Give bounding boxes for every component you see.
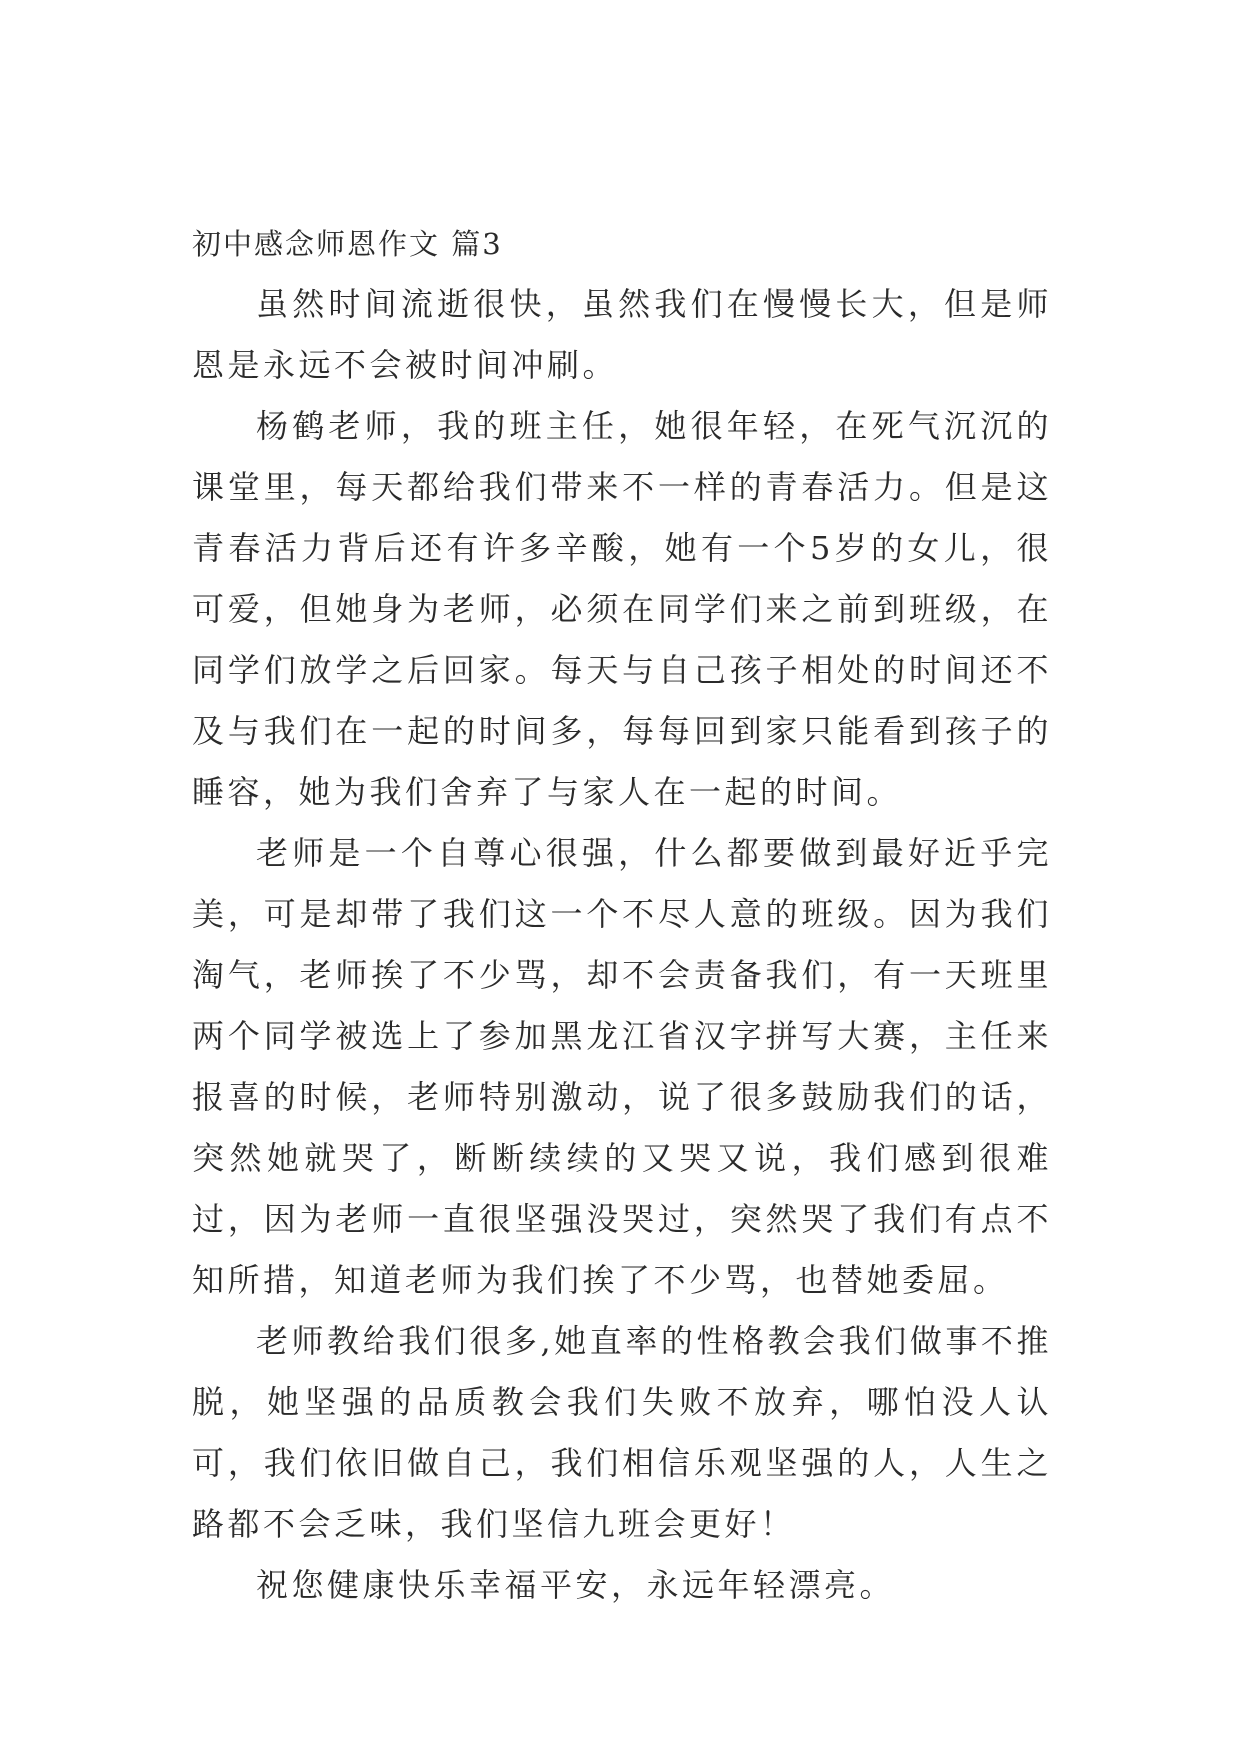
paragraph-1: 虽然时间流逝很快，虽然我们在慢慢长大，但是师恩是永远不会被时间冲刷。 xyxy=(192,285,1052,384)
document-title: 初中感念师恩作文 篇3 xyxy=(192,227,503,261)
paragraph-2: 杨鹤老师，我的班主任，她很年轻，在死气沉沉的课堂里，每天都给我们带来不一样的青春活力。但是这青春活力背后还有许多辛酸，她有一个5岁的女儿，很可爱，但她身为老师，必须在同学们来之前到班级，在同学们放学之后回家。每天与自己孩子相处的时间还不及与我们在一起的时间多，每每回到家只能看到孩子的睡容，她为我们舍弃了与家人在一起的时间。 xyxy=(192,407,1052,811)
document-body xyxy=(192,222,1052,1616)
paragraph-3: 老师是一个自尊心很强，什么都要做到最好近乎完美，可是却带了我们这一个不尽人意的班级。因为我们淘气，老师挨了不少骂，却不会责备我们，有一天班里两个同学被选上了参加黑龙江省汉字拼写大赛，主任来报喜的时候，老师特别激动，说了很多鼓励我们的话，突然她就哭了，断断续续的又哭又说，我们感到很难过，因为老师一直很坚强没哭过，突然哭了我们有点不知所措，知道老师为我们挨了不少骂，也替她委屈。 xyxy=(192,834,1052,1299)
paragraph-5: 祝您健康快乐幸福平安，永远年轻漂亮。 xyxy=(256,1566,896,1604)
paragraph-4: 老师教给我们很多,她直率的性格教会我们做事不推脱，她坚强的品质教会我们失败不放弃，哪怕没人认可，我们依旧做自己，我们相信乐观坚强的人，人生之路都不会乏味，我们坚信九班会更好！ xyxy=(192,1322,1052,1543)
